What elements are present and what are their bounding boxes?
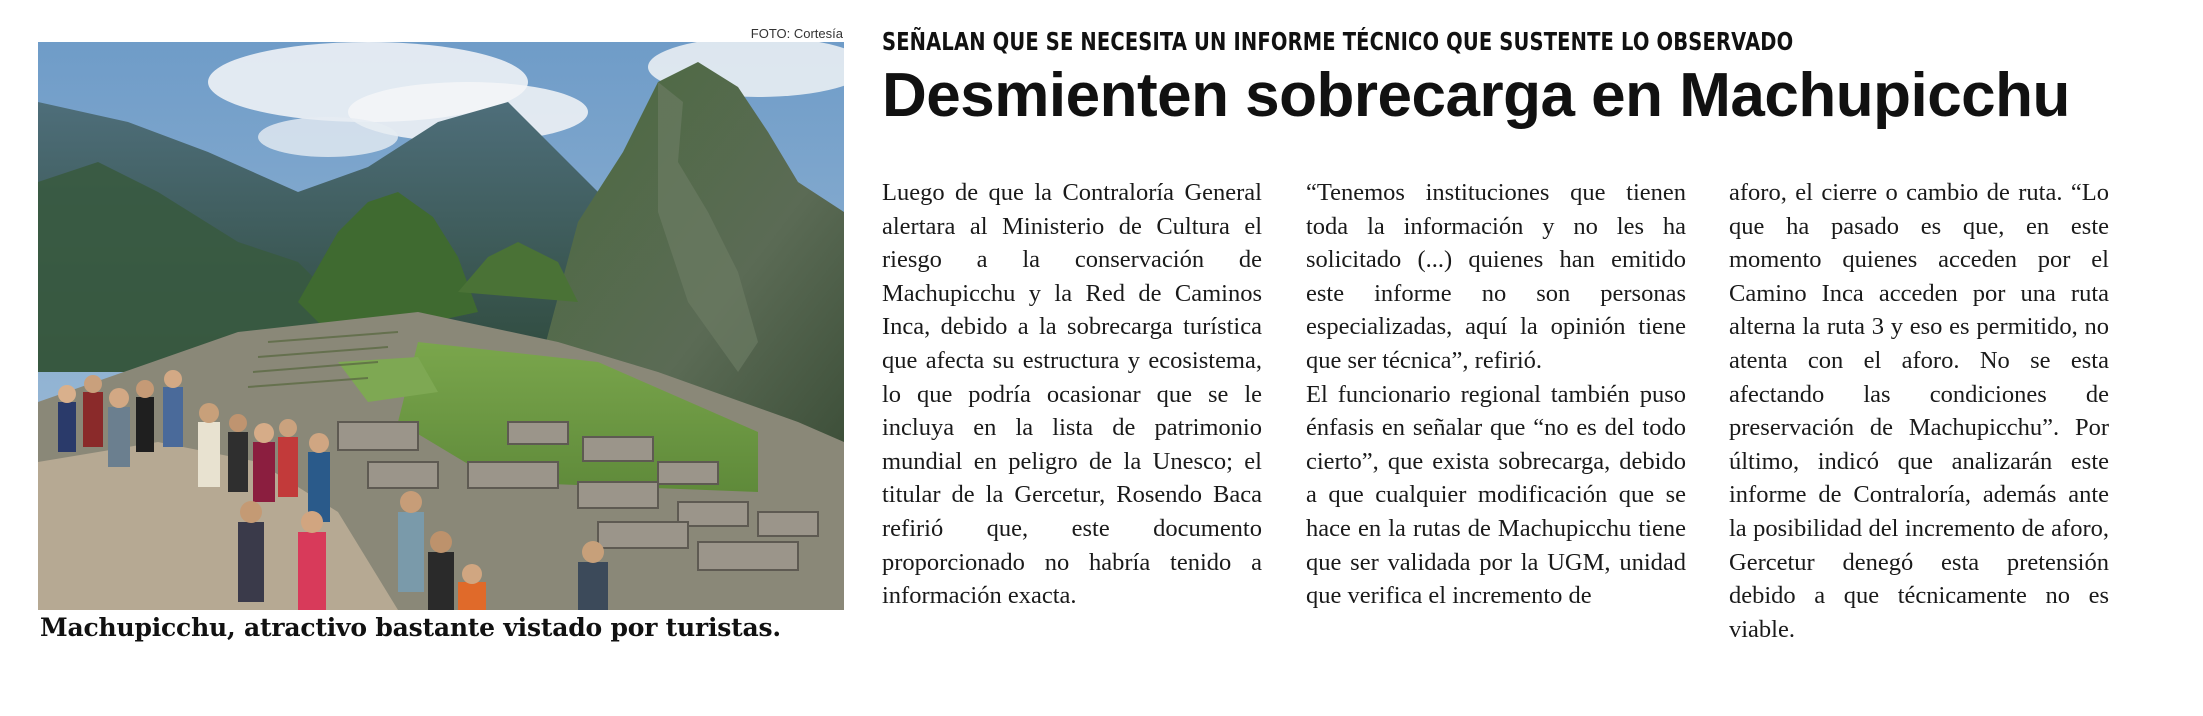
machupicchu-photo	[38, 42, 844, 610]
article-headline: Desmienten sobrecarga en Machupicchu	[882, 61, 2070, 130]
photo-credit: FOTO: Cortesía	[750, 26, 843, 41]
article-paragraph: “Tenemos instituciones que tienen toda la información y no les ha solicitado (...) quienes han emitido este informe no son personas especializadas, aquí la opinión tiene que ser técnica”, refirió.	[1306, 179, 1686, 374]
article-paragraph: aforo, el cierre o cambio de ruta. “Lo que ha pasado es que, en este momento quienes acceden por el Camino Inca acceden por una ruta alterna la ruta 3 y eso es permitido, no atenta con el aforo. No se esta afectando las condiciones de preservación de Machupicchu”. Por último, indicó que analizarán este informe de Contraloría, además ante la posibilidad del incremento de aforo, Gercetur denegó esta pretensión debido a que técnicamente no es viable.	[1729, 179, 2109, 643]
article-column-2	[1306, 176, 1686, 613]
article-column-3	[1729, 176, 2109, 646]
article-paragraph: El funcionario regional también puso énfasis en señalar que “no es del todo cierto”, que exista sobrecarga, debido a que cualquier modificación que se hace en la rutas de Machupicchu tiene que ser validada por la UGM, unidad que verifica el incremento de	[1306, 380, 1686, 610]
article-paragraph: Luego de que la Contraloría General alertara al Ministerio de Cultura el riesgo a la conservación de Machupicchu y la Red de Caminos Inca, debido a la sobrecarga turística que afecta su estructura y ecosistema, lo que podría ocasionar que se le incluya en la lista de patrimonio mundial en peligro de la Unesco; el titular de la Gercetur, Rosendo Baca refirió que, este documento proporcionado no habría tenido a información exacta.	[882, 179, 1262, 610]
photo-caption: Machupicchu, atractivo bastante vistado por turistas.	[40, 613, 781, 642]
machupicchu-illustration	[38, 42, 844, 610]
article-kicker: SEÑALAN QUE SE NECESITA UN INFORME TÉCNICO QUE SUSTENTE LO OBSERVADO	[882, 27, 1794, 56]
article-column-1	[882, 176, 1262, 613]
